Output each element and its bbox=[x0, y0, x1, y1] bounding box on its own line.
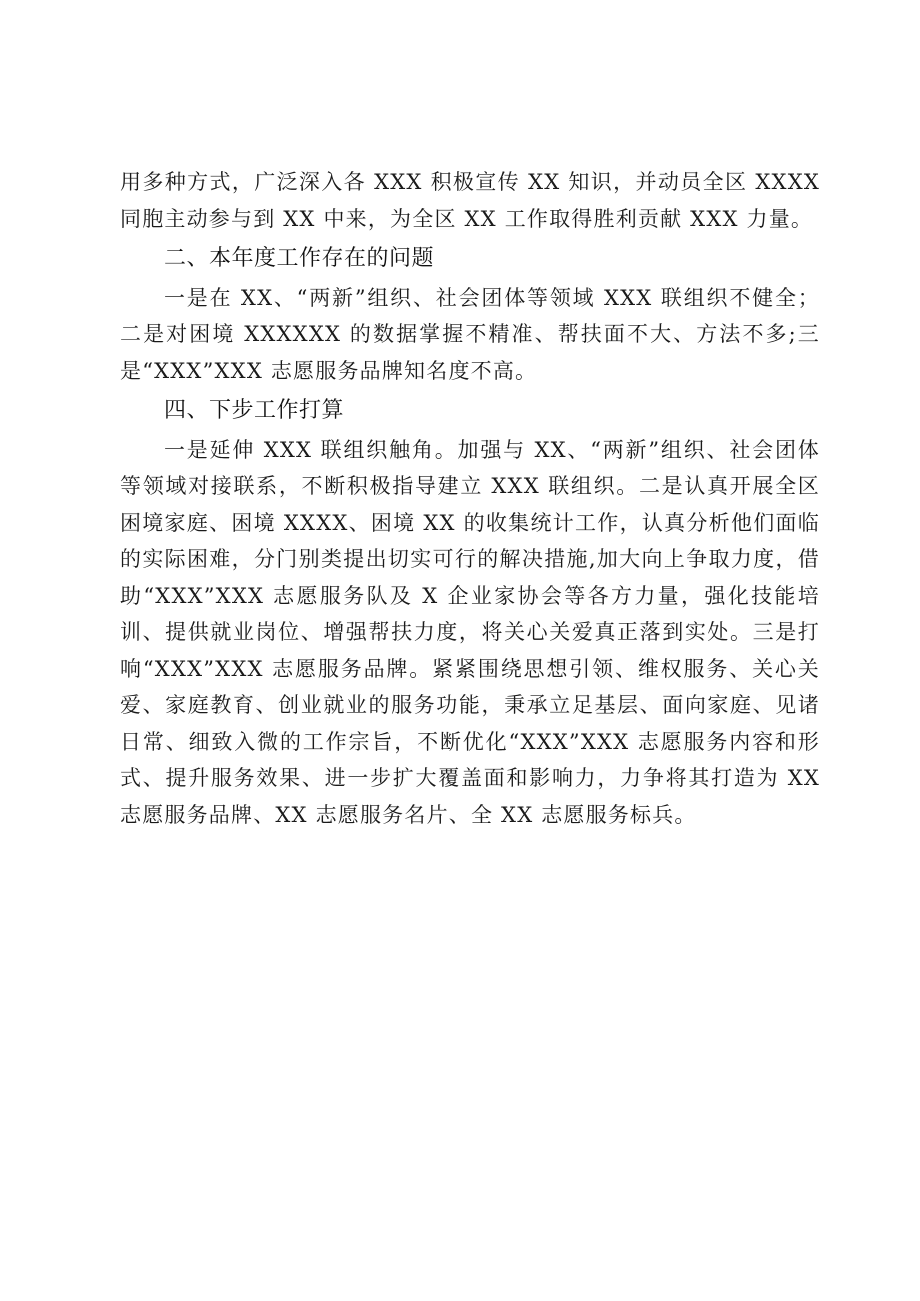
document-body bbox=[120, 164, 820, 833]
intro-paragraph: 用多种方式，广泛深入各 XXX 积极宣传 XX 知识，并动员全区 XXXX 同胞主动参与到 XX 中来，为全区 XX 工作取得胜利贡献 XXX 力量。 bbox=[120, 170, 820, 231]
section-four-paragraph: 一是延伸 XXX 联组织触角。加强与 XX、“两新”组织、社会团体等领域对接联系，不断积极指导建立 XXX 联组织。二是认真开展全区困境家庭、困境 XXXX、困境 XX 的收集统计工作，认真分析他们面临的实际困难，分门别类提出切实可行的解决措施,加大向上争取力度，借助“XXX”XXX 志愿服务队及 X 企业家协会等各方力量，强化技能培训、提供就业岗位、增强帮扶力度，将关心关爱真正落到实处。三是打响“XXX”XXX 志愿服务品牌。紧紧围绕思想引领、维权服务、关心关爱、家庭教育、创业就业的服务功能，秉承立足基层、面向家庭、见诸日常、细致入微的工作宗旨，不断优化“XXX”XXX 志愿服务内容和形式、提升服务效果、进一步扩大覆盖面和影响力，力争将其打造为 XX 志愿服务品牌、XX 志愿服务名片、全 XX 志愿服务标兵。 bbox=[120, 437, 820, 827]
section-two-heading: 二、本年度工作存在的问题 bbox=[164, 246, 435, 271]
section-two-paragraph: 一是在 XX、“两新”组织、社会团体等领域 XXX 联组织不健全；二是对困境 XXXXXX 的数据掌握不精准、帮扶面不大、方法不多;三是“XXX”XXX 志愿服务品牌知名度不高。 bbox=[120, 285, 820, 383]
section-four-heading: 四、下步工作打算 bbox=[164, 398, 345, 423]
